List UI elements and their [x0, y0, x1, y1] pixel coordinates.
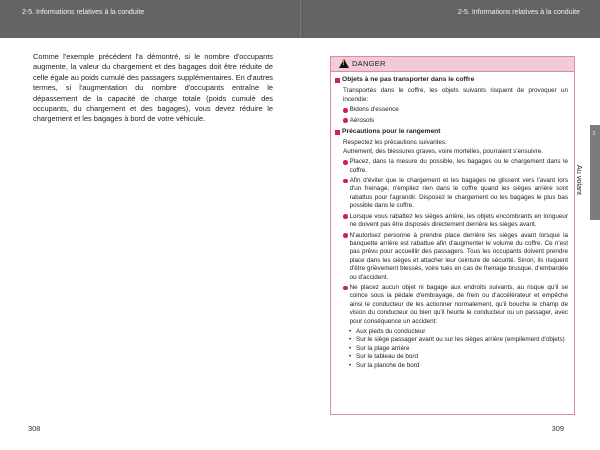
right-page-number: 309 [551, 424, 564, 433]
section-intro-2: Autrement, des blessures graves, voire mortelles, pourraient s'ensuivre. [343, 147, 543, 155]
sub-list [335, 328, 568, 370]
sub-list-item [349, 328, 568, 336]
left-page-number: 308 [28, 424, 41, 433]
danger-header [331, 57, 574, 72]
left-body-paragraph: Comme l'exemple précédent l'a démontré, si le nombre d'occupants augmente, la valeur du chargement et des bagages doit être réduite de celle égale au poids cumulé des passagers supplémentaires. En d'autres termes, si l'augmentation du nombre d'occupants entraîne le dépassement de la capacité de charge totale (poids cumulé des occupants, du chargement et des bagages), vous devez réduire le chargement et les bagages à bord de votre véhicule. [33, 52, 273, 124]
list-item-text: Placez, dans la mesure du possible, les bagages ou le chargement dans le coffre. [349, 158, 568, 174]
section-heading-text: Précautions pour le rangement [342, 128, 441, 136]
list-item [335, 158, 568, 175]
dot-icon: • [349, 361, 352, 369]
dot-icon: • [349, 344, 352, 352]
sub-list-item [349, 353, 568, 361]
sub-list-item-text: Sur la plage arrière [356, 344, 410, 352]
chapter-label: Au volant [575, 165, 584, 195]
section-heading-rangement [335, 128, 568, 136]
right-running-title: 2-5. Informations relatives à la conduite [457, 9, 580, 16]
circle-bullet-icon [343, 118, 348, 123]
list-item [335, 284, 568, 326]
list-item-text: Afin d'éviter que le chargement et les bagages ne glissent vers l'avant lors d'un freinage, n'empilez rien dans le coffre quand les sièges arrière sont rabattus pour l'agrandir. Disposez le chargement ou les bagages le plus bas possible dans le coffre. [349, 177, 568, 210]
square-bullet-icon [335, 78, 340, 83]
sub-list-item [349, 362, 568, 370]
dot-icon: • [349, 336, 352, 344]
sub-list-item [349, 345, 568, 353]
section-intro: Transportés dans le coffre, les objets suivants risquent de provoquer un incendie: [343, 87, 568, 103]
circle-bullet-icon [343, 160, 348, 165]
sub-list-item-text: Sur le siège passager avant ou sur les sièges arrière (empilement d'objets) [356, 336, 565, 344]
danger-title: DANGER [352, 59, 386, 68]
list-item-text: N'autorisez personne à prendre place derrière les sièges avant lorsque la banquette arrière est rabattue afin d'augmenter le volume du coffre. Ce n'est pas prévu pour accueillir des passagers. Tous les occupants doivent prendre place dans les sièges et attacher leur ceinture de sécurité. Sinon, ils risquent d'être grièvement blessés, voire tués en cas de freinage brusque, d'embardée ou d'accident. [349, 231, 568, 281]
list-item [335, 232, 568, 282]
exclamation-icon: ! [342, 61, 345, 67]
circle-bullet-icon [343, 179, 348, 184]
list-item-text: Ne placez aucun objet ni bagage aux endroits suivants, au risque qu'il se coince sous la pédale d'embrayage, de frein ou d'accélérateur et empêche ainsi le conducteur de les actionner normalement, qu'il bouche le champ de vision du conducteur ou bien qu'il heurte le conducteur ou un passager, avec pour conséquence un accident: [349, 283, 568, 325]
sub-list-item-text: Sur la planche de bord [356, 361, 420, 369]
page-header [0, 0, 600, 38]
square-bullet-icon [335, 130, 340, 135]
danger-content [331, 72, 574, 370]
header-divider [300, 0, 301, 38]
left-running-title: 2-5. Informations relatives à la conduite [22, 9, 145, 16]
section-intro: Respectez les précautions suivantes. [343, 139, 447, 147]
section-heading-text: Objets à ne pas transporter dans le coffre [342, 76, 475, 83]
sub-list-item [349, 336, 568, 344]
list-item [335, 106, 568, 114]
circle-bullet-icon [343, 108, 348, 113]
dot-icon: • [349, 353, 352, 361]
danger-box [330, 56, 575, 415]
list-item [335, 177, 568, 211]
list-item [335, 117, 568, 125]
chapter-side-tab [590, 125, 600, 220]
circle-bullet-icon [343, 214, 348, 219]
list-item-text: Bidons d'essence [349, 106, 399, 114]
circle-bullet-icon [343, 233, 348, 238]
chapter-number: 2 [592, 131, 596, 137]
list-item [335, 213, 568, 230]
list-item-text: Lorsque vous rabattez les sièges arrière, les objets encombrants en longueur ne doivent pas être disposés directement derrière les sièges avant. [349, 212, 568, 229]
section-heading-coffre [335, 76, 568, 84]
dot-icon: • [349, 327, 352, 335]
circle-bullet-icon [343, 286, 348, 291]
sub-list-item-text: Sur le tableau de bord [356, 353, 418, 361]
list-item-text: Aérosols [349, 116, 375, 124]
sub-list-item-text: Aux pieds du conducteur [356, 327, 426, 335]
